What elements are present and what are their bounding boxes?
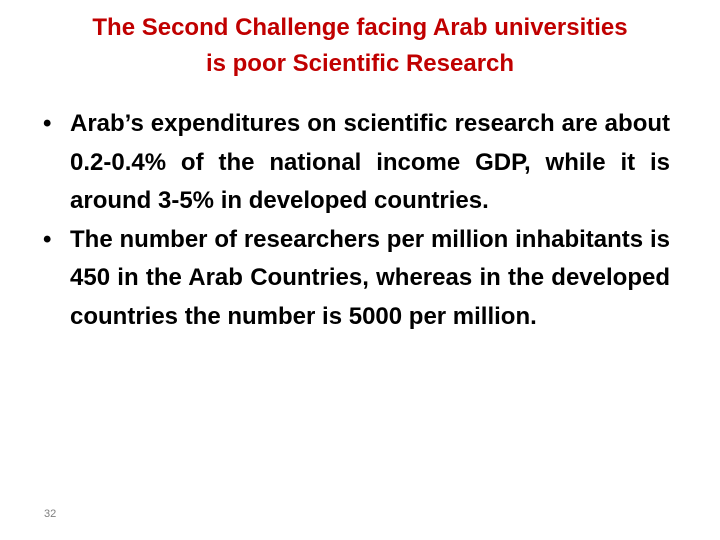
page-number: 32 (44, 508, 57, 520)
bullet-list (30, 105, 670, 336)
bullet-text-researchers: The number of researchers per million inhabitants is 450 in the Arab Countries, whereas in the developed countries the number is 5000 per million. (70, 225, 670, 330)
bullet-item-expenditures (30, 105, 670, 221)
bullet-point-icon: • (43, 225, 52, 253)
slide-title-line-1: The Second Challenge facing Arab universities (92, 14, 628, 41)
slide-title-line-2: is poor Scientific Research (205, 50, 515, 77)
bullet-point-icon: • (43, 110, 52, 137)
slide-title (30, 10, 690, 82)
bullet-item-researchers (30, 221, 670, 337)
bullet-text-expenditures: Arab’s expenditures on scientific research are about 0.2-0.4% of the national income GDP, while it is around 3-5% in developed countries. (70, 110, 670, 214)
